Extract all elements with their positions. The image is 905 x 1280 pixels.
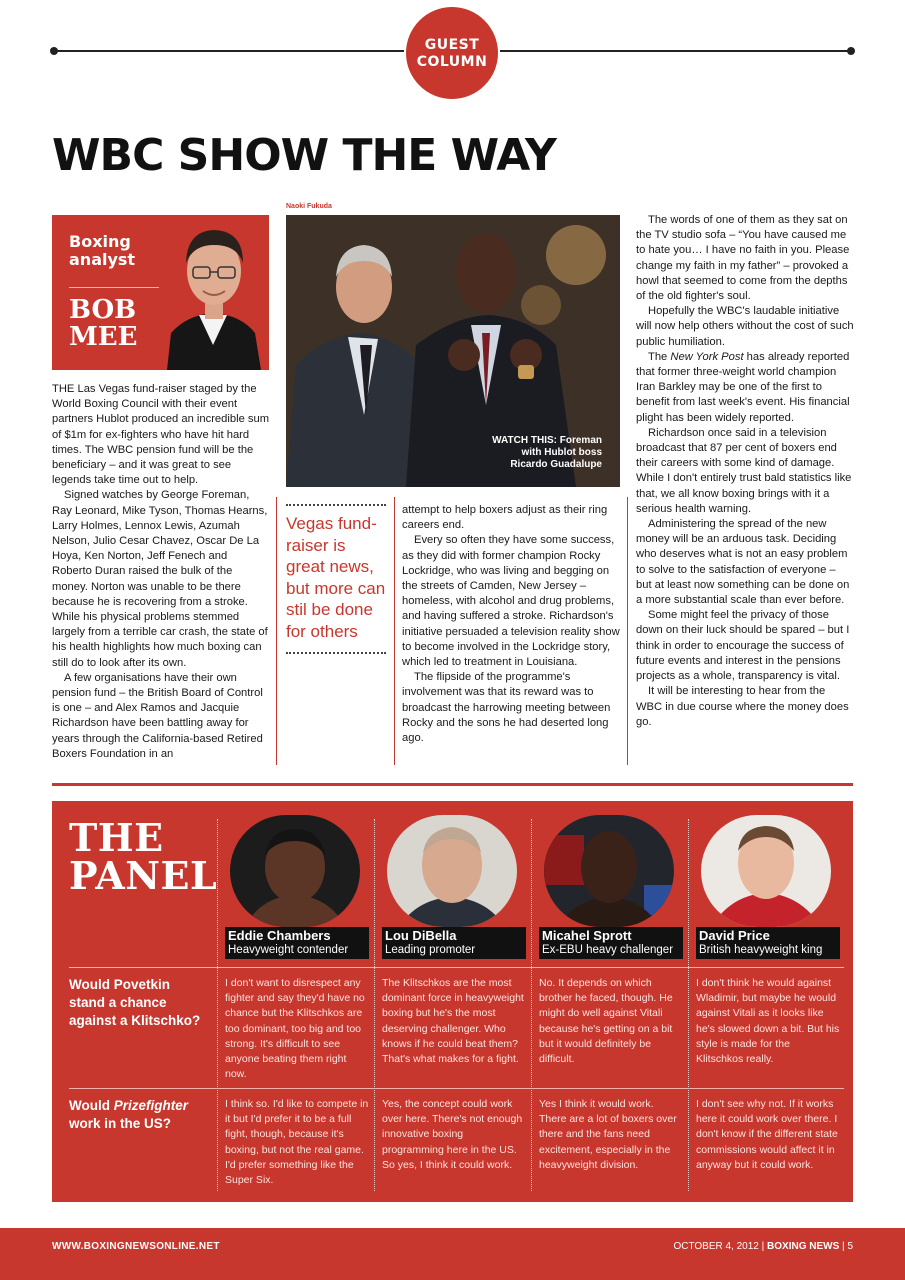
panel-answer: No. It depends on which brother he faced, though. He might do well against Vitali because he's getting on a bit but it would definitely be difficult.: [539, 977, 673, 1066]
caption-line: WATCH THIS: Foreman: [492, 435, 602, 446]
paragraph: The flipside of the programme's involvement was that its reward was to broadcast the harrowing meeting between Rocky and the sons he had deserted long ago.: [402, 671, 611, 745]
panelist-photo-david-price: [701, 815, 831, 927]
panel-title-line: PANEL: [69, 853, 218, 898]
photo-caption: [492, 435, 602, 471]
caption-line: with Hublot boss: [521, 447, 602, 458]
panel-answer: I don't think he would against Wladimir, but maybe he would against Vitali as it looks like he's slowed down a bit. But his style is made for the Klitschkos really.: [696, 977, 840, 1066]
panel-row-divider: [69, 967, 844, 968]
panel-row-divider: [69, 1088, 844, 1089]
panel-answer: Yes I think it would work. There are a lot of boxers over there and the fans need excitement, especially in the heavyweight division.: [539, 1098, 677, 1171]
panelist-label: [696, 927, 840, 959]
panelist-label: [539, 927, 683, 959]
header-rule-left: [54, 50, 404, 52]
panelist-title: Leading promoter: [385, 944, 476, 956]
article-column-1: [52, 382, 270, 762]
paragraph: Some might feel the privacy of those down on their luck should be spared – but I think in order to encourage the success of future events and interest in the pensions projects as a whole, transparency is vital.: [636, 609, 850, 683]
panelist-title: Ex-EBU heavy challenger: [542, 944, 674, 956]
panelist-label: [382, 927, 526, 959]
page-title: WBC SHOW THE WAY: [52, 130, 556, 181]
author-role-line: Boxing: [69, 232, 131, 251]
badge-line: GUEST: [424, 37, 480, 53]
feature-photo: [286, 215, 620, 487]
rule-end-dot: [847, 47, 855, 55]
paragraph: Hopefully the WBC's laudable initiative will now help others without the cost of such public humiliation.: [636, 305, 854, 348]
show-name: Prizefighter: [113, 1098, 189, 1113]
column-divider: [394, 497, 395, 765]
the-panel-section: [52, 801, 853, 1202]
paragraph: Every so often they have some success, as they did with former champion Rocky Lockridge, who was living and begging on the streets of Camden, New Jersey – homeless, with alcohol and drug problems, and having suffered a stroke. Richardson's initiative persuaded a television reality show to become involved in the Lockridge story, which led to treatment in Louisiana.: [402, 534, 620, 669]
photo-credit: Naoki Fukuda: [286, 203, 332, 210]
panelist-title: Heavyweight contender: [228, 944, 349, 956]
author-divider: [69, 287, 159, 288]
pullquote-rule: [286, 652, 386, 654]
badge-line: COLUMN: [416, 54, 488, 70]
author-role-line: analyst: [69, 250, 136, 269]
panel-divider: [374, 819, 375, 1191]
panel-title-line: THE: [69, 815, 164, 860]
text-run: work in the US?: [69, 1116, 172, 1131]
panelist-photo-lou-dibella: [387, 815, 517, 927]
footer-separator: |: [842, 1241, 845, 1252]
panelist-name: Eddie Chambers: [228, 928, 331, 943]
text-run: The: [648, 350, 671, 363]
panel-title: [69, 815, 218, 898]
publication-name: BOXING NEWS: [767, 1241, 840, 1252]
panelist-name: Lou DiBella: [385, 928, 457, 943]
panel-answer: Yes, the concept could work over here. There's not enough innovative boxing programming here in the US. So yes, I think it could work.: [382, 1098, 523, 1171]
column-divider: [627, 497, 628, 765]
panelist-name: Micahel Sprott: [542, 928, 632, 943]
section-divider: [52, 783, 853, 786]
publication-name: New York Post: [670, 350, 744, 363]
paragraph: attempt to help boxers adjust as their ring careers end.: [402, 504, 608, 532]
footer-meta: [673, 1241, 853, 1252]
panel-divider: [688, 819, 689, 1191]
header-rule-right: [500, 50, 850, 52]
panel-divider: [531, 819, 532, 1191]
author-name-line: MEE: [69, 322, 138, 352]
author-box: [52, 215, 269, 370]
panelist-name: David Price: [699, 928, 770, 943]
text-run: Would: [69, 1098, 114, 1113]
panelist-title: British heavyweight king: [699, 944, 823, 956]
footer-separator: |: [761, 1241, 765, 1252]
paragraph: A few organisations have their own pension fund – the British Board of Control is one – and Alex Ramos and Jacquie Richardson have been battling away for years through the California-based Retired Boxers Foundation in an: [52, 671, 263, 760]
panelist-photo-micahel-sprott: [544, 815, 674, 927]
page-number: 5: [847, 1241, 853, 1252]
panel-divider: [217, 819, 218, 1191]
paragraph: [636, 350, 854, 426]
author-portrait: [157, 215, 269, 370]
author-name: [69, 297, 137, 351]
paragraph: It will be interesting to hear from the WBC in due course where the money does go.: [636, 685, 849, 728]
paragraph: THE Las Vegas fund-raiser staged by the World Boxing Council with their event partners Hublot produced an incredible sum of $1m for ex-fighters who have hit hard times. The WBC pension fund will be the beneficiary – and it was great to see legends take time out to help.: [52, 383, 270, 487]
paragraph: Richardson once said in a television broadcast that 87 per cent of boxers end their careers with some kind of damage. While I don't entirely trust bald statistics like that, we all know boxing brings with it a serious health warning.: [636, 426, 852, 515]
paragraph: Administering the spread of the new money will be an arduous task. Deciding who deserves what is not an easy problem to solve to the satisfaction of everyone – but at least now something can be done on a more substantial scale than ever before.: [636, 518, 850, 607]
panel-answer: I don't see why not. If it works here it could work over there. I don't know if the different state commissions would affect it in anyway but it could work.: [696, 1098, 838, 1171]
panel-answer: I don't want to disrespect any fighter and say they'd have no chance but the Klitschkos are too dominant, too big and too strong. It's difficult to see anyone beating them right now.: [225, 977, 365, 1081]
article-column-3: [636, 213, 854, 730]
pullquote-rule: [286, 504, 386, 506]
text-run: has already reported that former three-weight world champion Iran Barkley may be one of the first to benefit from last week's event. His financial plight has been widely reported.: [636, 350, 850, 424]
guest-column-badge: [406, 7, 498, 99]
article-column-2: [402, 503, 620, 746]
panelist-photo-eddie-chambers: [230, 815, 360, 927]
panel-question-2: [69, 1097, 209, 1133]
panel-question-1: Would Povetkin stand a chance against a Klitschko?: [69, 977, 201, 1028]
issue-date: OCTOBER 4, 2012: [673, 1241, 759, 1252]
panel-answer: The Klitschkos are the most dominant force in heavyweight boxing but he's the most deserving challenger. Who knows if he could beat them? That's what makes for a fight.: [382, 977, 524, 1066]
website-url: WWW.BOXINGNEWSONLINE.NET: [52, 1241, 220, 1252]
panelist-label: [225, 927, 369, 959]
panel-answer: I think so. I'd like to compete in it but I'd prefer it to be a full fight, though, because it's boxing, but not the real game. I'd prefer something like the Super Six.: [225, 1098, 369, 1187]
author-role: [69, 233, 135, 269]
paragraph: The words of one of them as they sat on the TV studio sofa – “You have caused me to hate you… I have no faith in you. Please change my faith in my father” – provoked a howl that seemed to come from the depths of the old fighter's soul.: [636, 214, 850, 303]
column-divider: [276, 497, 277, 765]
caption-line: Ricardo Guadalupe: [510, 459, 602, 470]
page-footer: [0, 1228, 905, 1280]
paragraph: Signed watches by George Foreman, Ray Leonard, Mike Tyson, Thomas Hearns, Larry Holmes, Lennox Lewis, Azumah Nelson, Julio Cesar Chavez, Oscar De La Hoya, Ken Norton, Jeff Fenech and Roberto Duran raised the bulk of the money. Norton was unable to be there because he is recovering from a stroke. While his physical problems stemmed largely from a terrible car crash, the state of his health highlights how much boxing can still do to look after its own.: [52, 489, 268, 669]
author-name-line: BOB: [69, 295, 137, 325]
pull-quote: Vegas fund-raiser is great news, but more can stil be done for others: [286, 514, 386, 641]
